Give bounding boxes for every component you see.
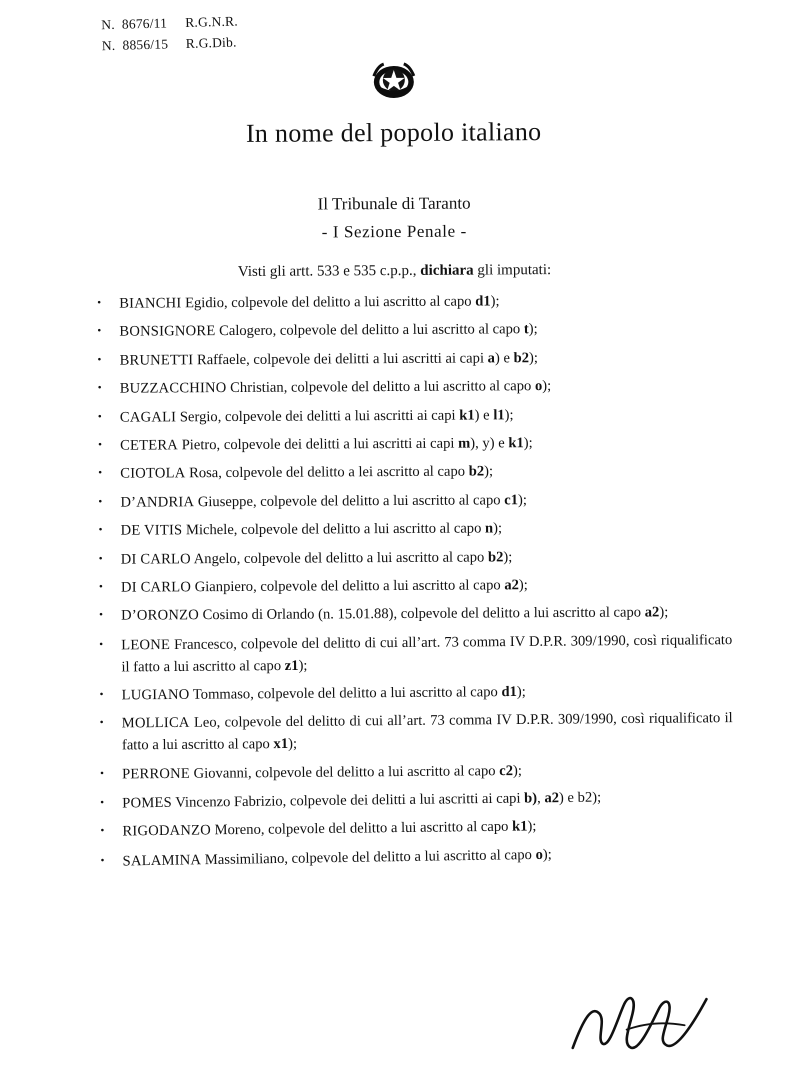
- charge-reference-secondary: a2: [544, 790, 560, 807]
- bullet-icon: •: [99, 716, 104, 729]
- charge-tail: );: [517, 491, 527, 508]
- defendant-verdict-text: Vincenzo Fabrizio, colpevole dei delitti a lui ascritti ai capi: [171, 790, 525, 811]
- charge-tail: );: [503, 548, 513, 565]
- charge-reference: b2: [487, 548, 504, 565]
- charge-tail: );: [504, 406, 514, 423]
- defendant-verdict-text: Massimiliano, colpevole del delitto a lui ascritto al capo: [201, 846, 536, 869]
- charge-tail: );: [527, 818, 537, 835]
- defendant-surname: CIOTOLA: [120, 465, 186, 483]
- registry-number-1: N. 8856/15: [101, 36, 169, 54]
- charge-reference-secondary: b2: [513, 349, 530, 367]
- defendant-surname: D’ORONZO: [121, 607, 199, 624]
- list-item: [88, 680, 733, 708]
- charge-reference: d1: [475, 293, 491, 310]
- charge-reference-secondary: k1: [508, 435, 524, 452]
- charge-reference: a2: [644, 604, 660, 621]
- list-item: [87, 602, 732, 628]
- defendant-surname: MOLLICA: [121, 715, 190, 732]
- list-item: [88, 759, 733, 787]
- defendant-surname: SALAMINA: [122, 852, 202, 870]
- defendant-verdict-text: Michele, colpevole del delitto a lui ascritto al capo: [182, 520, 486, 539]
- bullet-icon: •: [100, 825, 105, 838]
- list-item: [88, 786, 733, 816]
- list-item: [85, 318, 730, 344]
- charge-tail: ) e b2);: [558, 789, 602, 807]
- defendant-surname: LEONE: [121, 636, 171, 654]
- charge-reference: c2: [499, 762, 514, 779]
- charge-separator: ,: [537, 790, 545, 807]
- defendant-verdict-text: Francesco, colpevole del delitto di cui all’art. 73 comma IV D.P.R. 309/1990, così riqualificato il fatto a lui ascritto al capo: [121, 631, 733, 676]
- bullet-icon: •: [100, 854, 105, 867]
- charge-tail: );: [484, 463, 494, 480]
- bullet-icon: •: [98, 467, 103, 480]
- charge-tail: );: [512, 762, 522, 779]
- bullet-icon: •: [100, 796, 105, 809]
- court-heading: [0, 188, 790, 249]
- list-item: [87, 630, 732, 679]
- charge-reference: t: [523, 321, 529, 338]
- defendant-verdict-text: Rosa, colpevole del delitto a lei ascritto al capo: [185, 463, 469, 482]
- defendant-surname: DE VITIS: [120, 522, 183, 539]
- court-name: Il Tribunale di Taranto: [317, 193, 471, 214]
- defendant-surname: POMES: [122, 794, 173, 812]
- bullet-icon: •: [98, 438, 102, 451]
- defendant-verdict-text: Pietro, colpevole dei delitti a lui ascritti ai capi: [177, 435, 459, 454]
- charge-reference: o: [534, 378, 543, 395]
- charge-reference: b): [524, 790, 538, 807]
- bullet-icon: •: [97, 296, 102, 309]
- charge-reference: a: [487, 350, 495, 367]
- charge-separator: ) e: [474, 406, 494, 424]
- handwritten-signature: [566, 985, 716, 1066]
- defendant-surname: RIGODANZO: [122, 822, 212, 840]
- list-item: [87, 517, 732, 543]
- defendant-verdict-text: Giuseppe, colpevole del delitto a lui ascritto al capo: [194, 492, 505, 510]
- defendant-surname: PERRONE: [122, 765, 191, 783]
- charge-reference: a2: [504, 577, 519, 594]
- defendant-verdict-text: Angelo, colpevole del delitto a lui ascritto al capo: [190, 548, 488, 567]
- charge-reference: k1: [459, 407, 475, 424]
- defendant-verdict-text: Giovanni, colpevole del delitto a lui ascritto al capo: [189, 762, 500, 782]
- ruling-intro: [0, 261, 790, 283]
- case-registry-numbers: [101, 12, 239, 58]
- defendant-surname: D’ANDRIA: [120, 493, 195, 511]
- charge-reference-secondary: l1: [493, 406, 505, 423]
- bullet-icon: •: [98, 552, 103, 565]
- charge-tail: );: [542, 378, 552, 395]
- defendant-surname: BONSIGNORE: [119, 323, 216, 341]
- italian-republic-emblem-icon: [0, 50, 789, 116]
- charge-tail: );: [528, 349, 538, 366]
- page-title: In nome del popolo italiano: [245, 117, 542, 148]
- list-item: [86, 375, 731, 401]
- list-item: [88, 814, 733, 844]
- charge-reference: o: [535, 846, 543, 863]
- charge-tail: );: [523, 435, 533, 452]
- charge-reference: b2: [468, 463, 485, 480]
- defendants-list: [85, 290, 734, 877]
- defendant-verdict-text: Calogero, colpevole del delitto a lui ascritto al capo: [215, 321, 524, 340]
- list-item: [86, 404, 731, 430]
- bullet-icon: •: [100, 767, 104, 780]
- charge-tail: );: [490, 293, 500, 310]
- charge-reference: x1: [273, 736, 289, 753]
- defendant-verdict-text: Raffaele, colpevole dei delitti a lui ascritti ai capi: [193, 350, 488, 369]
- defendant-surname: CAGALI: [119, 408, 177, 426]
- charge-reference: d1: [501, 683, 517, 701]
- defendant-verdict-text: Egidio, colpevole del delitto a lui ascritto al capo: [181, 293, 476, 312]
- charge-tail: );: [493, 520, 503, 537]
- charge-tail: );: [298, 657, 308, 674]
- defendant-verdict-text: Moreno, colpevole del delitto a lui ascritto al capo: [210, 819, 513, 839]
- list-item: [87, 545, 732, 571]
- defendant-surname: BIANCHI: [119, 295, 182, 312]
- registry-label-1: R.G.Dib.: [185, 34, 237, 51]
- charge-tail: );: [528, 321, 538, 338]
- defendant-surname: LUGIANO: [121, 686, 190, 704]
- ruling-intro-prefix: Visti gli artt. 533 e 535 c.p.p.,: [237, 262, 421, 280]
- charge-reference: n: [484, 520, 494, 537]
- defendant-surname: DI CARLO: [120, 579, 192, 596]
- list-item: [87, 574, 732, 600]
- bullet-icon: •: [97, 410, 102, 423]
- list-item: [86, 432, 731, 458]
- charge-reference: z1: [284, 657, 299, 674]
- charge-reference: c1: [504, 491, 519, 509]
- charge-tail: );: [659, 604, 669, 621]
- defendant-surname: CETERA: [120, 437, 179, 454]
- ruling-intro-emphasis: dichiara: [420, 262, 474, 279]
- bullet-icon: •: [99, 609, 103, 622]
- charge-tail: );: [516, 683, 526, 700]
- list-item: [85, 347, 730, 373]
- defendant-verdict-text: Leo, colpevole del delitto di cui all’art. 73 comma IV D.P.R. 309/1990, così riqualificato il fatto a lui ascritto al capo: [121, 710, 733, 754]
- charge-reference: k1: [511, 818, 528, 836]
- list-item: [86, 489, 731, 515]
- list-item: [85, 290, 730, 316]
- bullet-icon: •: [98, 580, 103, 593]
- bullet-icon: •: [99, 638, 104, 651]
- defendant-verdict-text: Sergio, colpevole dei delitti a lui ascritti ai capi: [176, 407, 460, 425]
- registry-label-0: R.G.N.R.: [185, 13, 239, 30]
- list-item: [88, 708, 733, 757]
- bullet-icon: •: [98, 495, 103, 508]
- defendant-verdict-text: Christian, colpevole del delitto a lui ascritto al capo: [226, 378, 535, 397]
- defendant-surname: BRUNETTI: [119, 352, 194, 369]
- defendant-verdict-text: Tommaso, colpevole del delitto a lui ascritto al capo: [189, 684, 502, 703]
- charge-tail: );: [542, 846, 552, 863]
- ruling-intro-suffix: gli imputati:: [473, 262, 552, 279]
- charge-separator: ) e: [494, 350, 514, 367]
- defendant-verdict-text: Cosimo di Orlando (n. 15.01.88), colpevole del delitto a lui ascritto al capo: [198, 604, 645, 624]
- charge-reference: m: [458, 435, 471, 452]
- bullet-icon: •: [97, 381, 102, 394]
- registry-number-0: N. 8676/11: [101, 15, 168, 33]
- charge-separator: ), y) e: [470, 435, 509, 452]
- list-item: [88, 842, 733, 874]
- court-section: - I Sezione Penale -: [321, 221, 467, 242]
- bullet-icon: •: [99, 688, 104, 701]
- charge-tail: );: [288, 736, 298, 753]
- charge-tail: );: [518, 577, 528, 594]
- list-item: [86, 460, 731, 486]
- bullet-icon: •: [97, 325, 102, 338]
- defendant-verdict-text: Gianpiero, colpevole del delitto a lui ascritto al capo: [190, 577, 505, 596]
- defendant-surname: BUZZACCHINO: [119, 380, 227, 397]
- bullet-icon: •: [97, 353, 102, 366]
- defendant-surname: DI CARLO: [120, 550, 191, 568]
- bullet-icon: •: [98, 523, 103, 536]
